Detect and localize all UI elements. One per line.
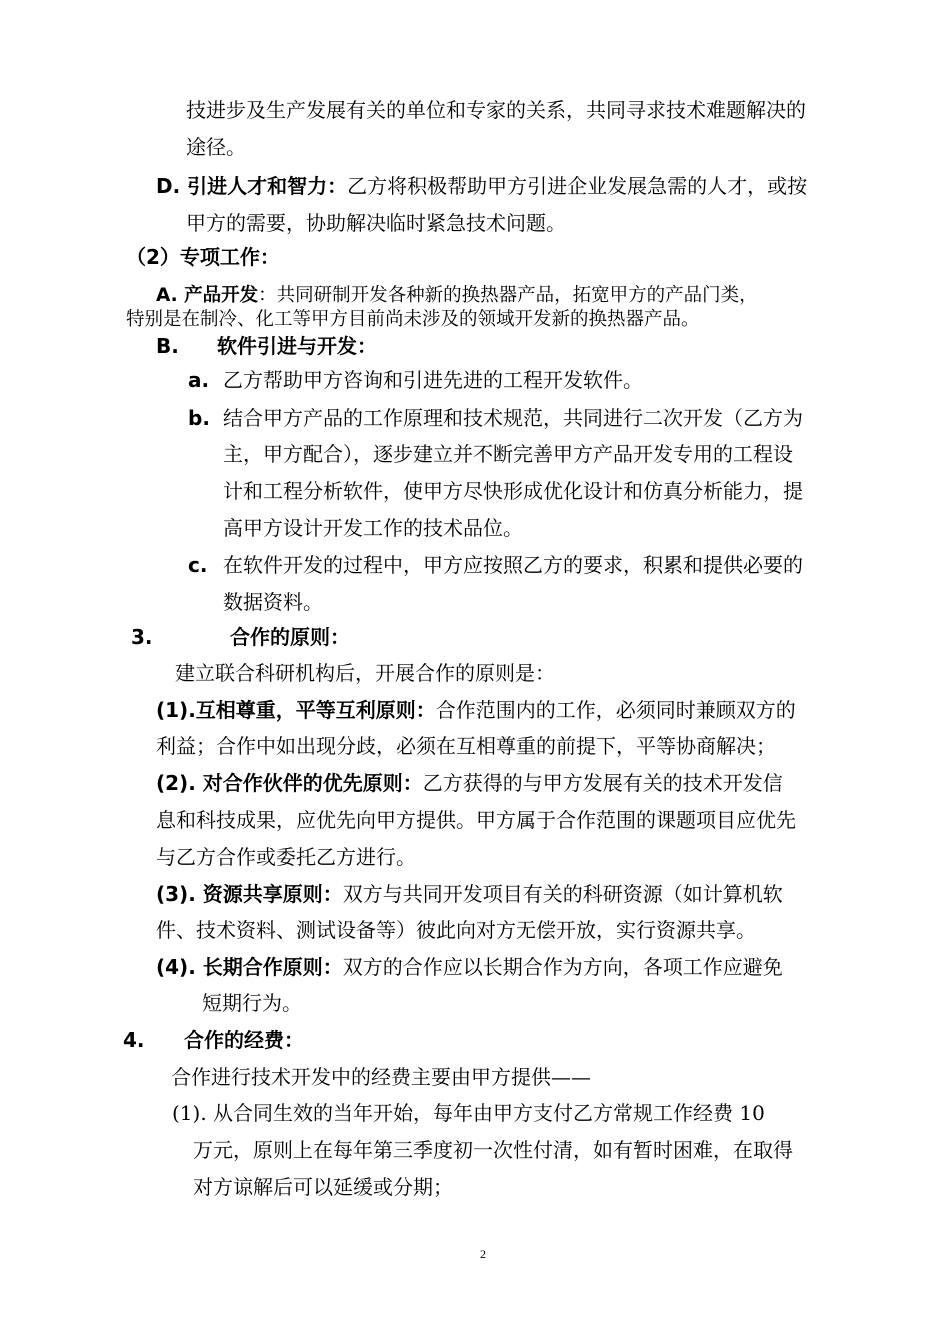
item-a-line-1: [156, 283, 758, 309]
page-number: 2: [480, 1247, 486, 1261]
funding-1-line-3: 对方谅解后可以延缓或分期；: [193, 1175, 453, 1199]
para-c-line-1: 技进步及生产发展有关的单位和专家的关系，共同寻求技术难题解决的: [186, 98, 806, 122]
principle-4-text: 双方的合作应以长期合作为方向，各项工作应避免: [342, 955, 783, 979]
principle-3-line-2: 件、技术资料、测试设备等）彼此向对方无偿开放，实行资源共享。: [156, 918, 756, 942]
item-d-text: 乙方将积极帮助甲方引进企业发展急需的人才，或按: [347, 174, 808, 198]
sub-a-text: 乙方帮助甲方咨询和引进先进的工程开发软件。: [223, 368, 643, 392]
principle-3-line-1: [156, 881, 783, 907]
item-a-label: A. 产品开发: [156, 285, 259, 306]
para-c-line-2: 途径。: [186, 135, 246, 159]
item-b-marker: B.: [156, 334, 179, 358]
principle-2-line-3: 与乙方合作或委托乙方进行。: [156, 845, 416, 869]
section-4-heading: 合作的经费：: [184, 1028, 304, 1052]
principle-4-line-2: 短期行为。: [202, 991, 302, 1015]
section-4-number: 4.: [123, 1028, 145, 1052]
sub-a-marker: a.: [188, 368, 210, 392]
sub-c-line-2: 数据资料。: [223, 590, 323, 614]
funding-1-line-1: (1). 从合同生效的当年开始，每年由甲方支付乙方常规工作经费 10: [172, 1101, 765, 1125]
funding-1-line-2: 万元，原则上在每年第三季度初一次性付清，如有暂时困难，在取得: [193, 1138, 793, 1162]
item-d-line-1: [156, 173, 807, 199]
item-b-heading: 软件引进与开发：: [217, 334, 377, 358]
principle-2-text: 乙方获得的与甲方发展有关的技术开发信: [422, 771, 783, 795]
section-2-heading: （2）专项工作：: [126, 245, 280, 269]
sub-b-line-4: 高甲方设计开发工作的技术品位。: [223, 516, 523, 540]
sub-b-line-1: 结合甲方产品的工作原理和技术规范，共同进行二次开发（乙方为: [223, 406, 803, 430]
principle-2-line-2: 息和科技成果，应优先向甲方提供。甲方属于合作范围的课题项目应优先: [156, 808, 796, 832]
section-4-intro: 合作进行技术开发中的经费主要由甲方提供——: [171, 1065, 591, 1089]
principle-3-text: 双方与共同开发项目有关的科研资源（如计算机软: [342, 882, 783, 906]
sub-b-marker: b.: [188, 406, 210, 430]
item-a-line-2: 特别是在制冷、化工等甲方目前尚未涉及的领域开发新的换热器产品。: [126, 309, 700, 330]
principle-1-text: 合作范围内的工作，必须同时兼顾双方的: [435, 698, 796, 722]
item-a-text: ：共同研制开发各种新的换热器产品，拓宽甲方的产品门类，: [258, 285, 758, 306]
sub-c-marker: c.: [188, 553, 208, 577]
section-3-heading: 合作的原则：: [230, 625, 350, 649]
principle-4-line-1: [156, 954, 783, 980]
principle-1-label: (1).互相尊重，平等互利原则：: [156, 698, 436, 722]
principle-4-label: (4). 长期合作原则：: [156, 955, 343, 979]
principle-3-label: (3). 资源共享原则：: [156, 882, 343, 906]
principle-1-line-1: [156, 697, 796, 723]
section-3-intro: 建立联合科研机构后，开展合作的原则是：: [175, 661, 555, 685]
principle-1-line-2: 利益；合作中如出现分歧，必须在互相尊重的前提下，平等协商解决；: [156, 734, 776, 758]
item-d-line-2: 甲方的需要，协助解决临时紧急技术问题。: [186, 211, 566, 235]
section-3-number: 3.: [131, 625, 153, 649]
sub-b-line-2: 主，甲方配合），逐步建立并不断完善甲方产品开发专用的工程设: [223, 442, 793, 466]
sub-c-line-1: 在软件开发的过程中，甲方应按照乙方的要求，积累和提供必要的: [223, 553, 803, 577]
principle-2-label: (2). 对合作伙伴的优先原则：: [156, 771, 423, 795]
principle-2-line-1: [156, 770, 783, 796]
item-d-label: D. 引进人才和智力：: [156, 174, 348, 198]
sub-b-line-3: 计和工程分析软件，使甲方尽快形成优化设计和仿真分析能力，提: [223, 479, 803, 503]
